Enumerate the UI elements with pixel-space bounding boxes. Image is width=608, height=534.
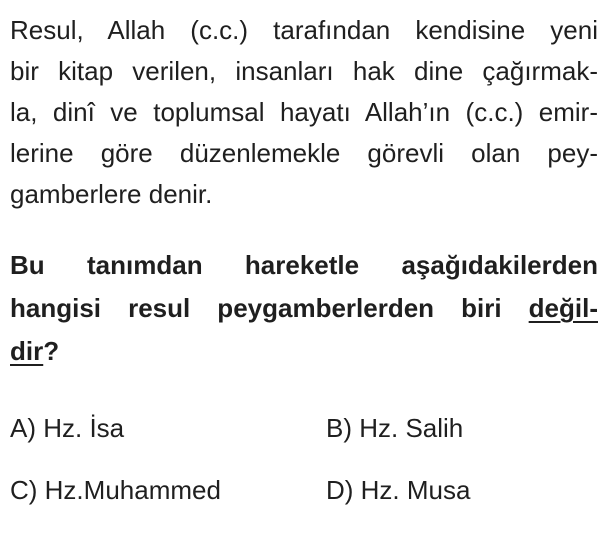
question-stem [10,10,598,215]
stem-line: Resul, Allah (c.c.) tarafından kendisine yeni [10,15,598,45]
prompt-line: Bu tanımdan hareketle aşağıdakilerden [10,250,598,280]
stem-line: gamberlere denir. [10,179,213,209]
question-prompt [10,244,598,373]
option-c[interactable]: C) Hz.Muhammed [10,475,221,505]
option-d[interactable]: D) Hz. Musa [326,475,471,505]
question-card [10,10,598,534]
negation-underlined: değil- [528,293,598,323]
stem-line: la, dinî ve toplumsal hayatı Allah’ın (c.c.) emir- [10,97,598,127]
prompt-text: hangisi resul peygamberlerden biri [10,293,529,323]
option-a[interactable]: A) Hz. İsa [10,413,125,443]
prompt-line [10,287,598,330]
negation-underlined: dir [10,336,44,366]
option-b[interactable]: B) Hz. Salih [326,413,464,443]
prompt-line [10,330,598,373]
stem-line: bir kitap verilen, insanları hak dine çağırmak- [10,56,598,86]
answer-options [10,410,598,534]
question-mark: ? [43,336,60,366]
stem-line: lerine göre düzenlemekle görevli olan pey- [10,138,598,168]
options-row [10,410,598,472]
options-row [10,472,598,534]
